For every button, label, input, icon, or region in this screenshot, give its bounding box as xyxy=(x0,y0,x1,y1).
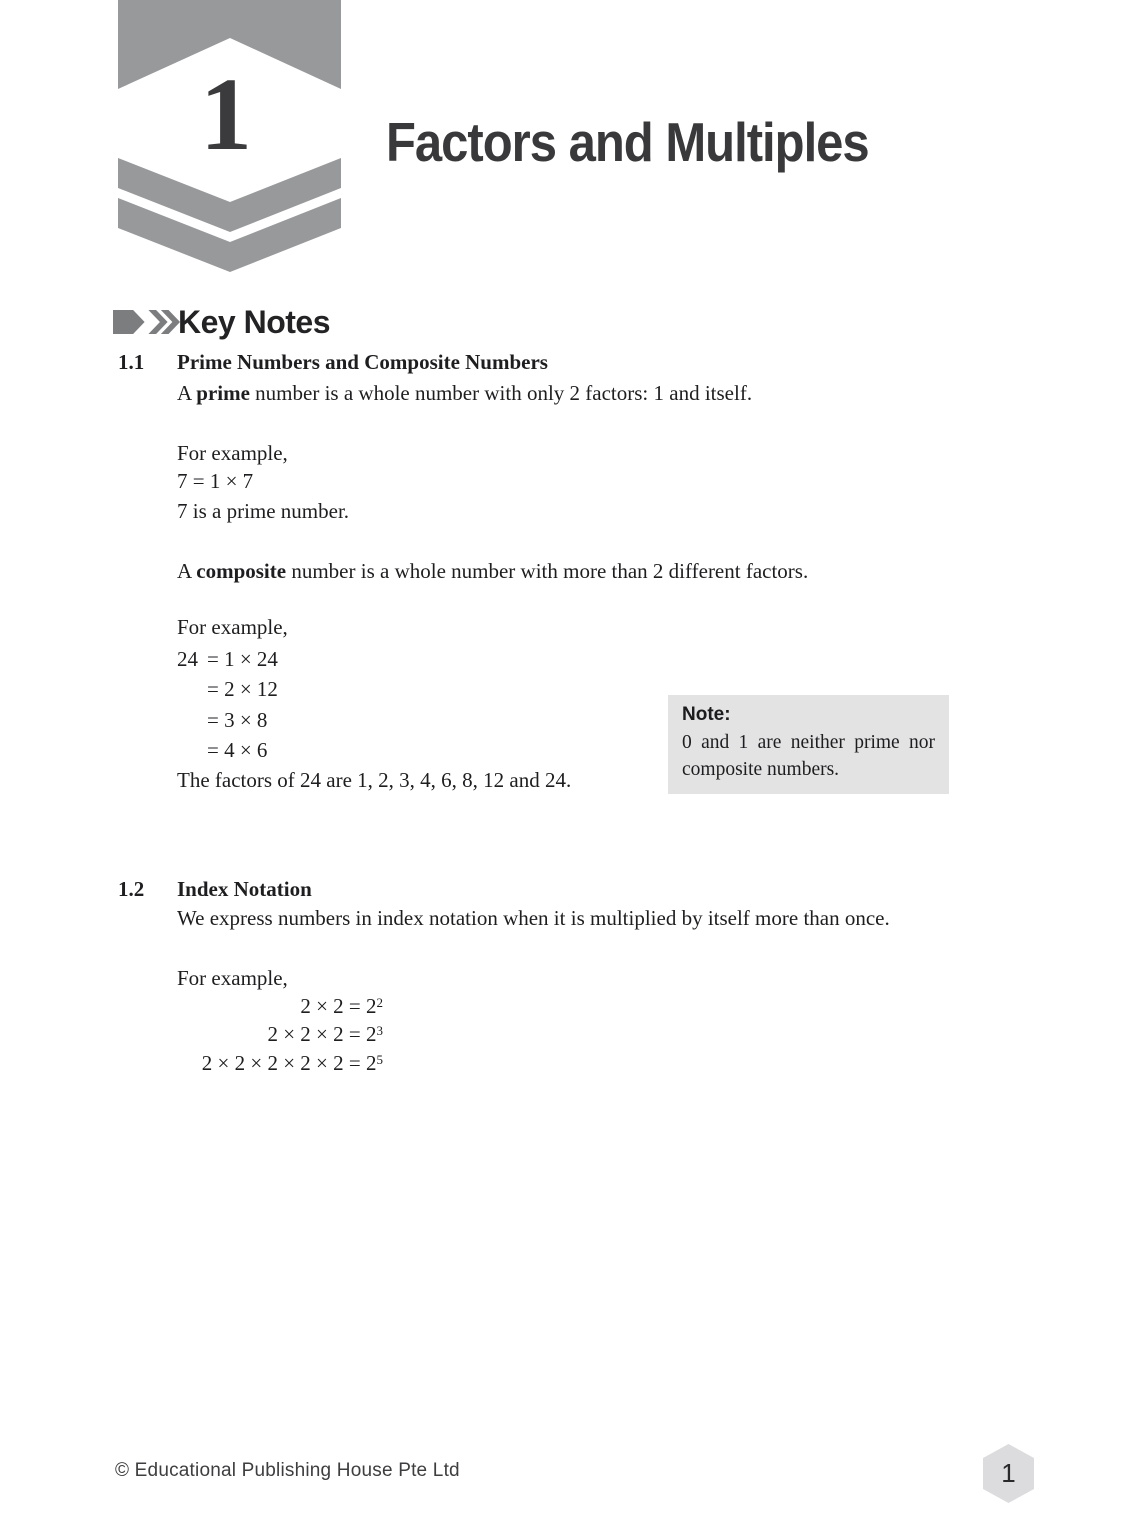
example1-lead: For example, xyxy=(177,441,288,465)
chapter-number: 1 xyxy=(200,56,252,172)
chapter-title: Factors and Multiples xyxy=(386,112,869,174)
section-1-2-heading: Index Notation xyxy=(177,877,312,901)
key-notes-heading: Key Notes xyxy=(178,304,330,340)
note-box xyxy=(668,695,949,794)
composite-term: composite xyxy=(196,559,287,583)
page-number: 1 xyxy=(1001,1458,1016,1488)
factor-equation-row: = 4 × 6 xyxy=(207,738,268,762)
composite-definition: A composite number is a whole number with more than 2 different factors. xyxy=(177,559,809,583)
exponent: 2 xyxy=(376,995,383,1010)
factor-equation-row: = 2 × 12 xyxy=(207,677,278,701)
copyright-text: © Educational Publishing House Pte Ltd xyxy=(115,1460,460,1481)
index-equation-row: $2 \times 2 = 2^2$ xyxy=(300,994,383,1018)
section-1-1-number: 1.1 xyxy=(118,350,145,374)
prime-term: prime xyxy=(196,381,250,405)
prime-definition: A prime number is a whole number with only 2 factors: 1 and itself. xyxy=(177,381,753,405)
example1-equation: 7 = 1 × 7 xyxy=(177,469,254,493)
example1-conclusion: 7 is a prime number. xyxy=(177,499,350,523)
index-notation-body: We express numbers in index notation when it is multiplied by itself more than once. xyxy=(177,906,890,930)
example3-lead: For example, xyxy=(177,966,288,990)
factors-conclusion: The factors of 24 are 1, 2, 3, 4, 6, 8, 12 and 24. xyxy=(177,768,572,792)
exponent: 3 xyxy=(376,1023,383,1038)
example2-lead: For example, xyxy=(177,615,288,639)
factor-equation-row: = 3 × 8 xyxy=(207,708,268,732)
index-equation-row: $2 \times 2 \times 2 = 2^3$ xyxy=(267,1022,383,1046)
section-1-2-number: 1.2 xyxy=(118,877,145,901)
exponent: 5 xyxy=(376,1052,383,1067)
section-1-1-heading: Prime Numbers and Composite Numbers xyxy=(177,350,548,374)
index-equation-row: $2 \times 2 \times 2 \times 2 \times 2 = 2^5$ xyxy=(201,1051,383,1075)
factor-equation-row: 24 = 1 × 24 xyxy=(177,647,278,671)
note-text: 0 and 1 are neither prime nor composite numbers. xyxy=(682,731,935,780)
note-label: Note: xyxy=(682,704,731,725)
key-notes-arrow-icon xyxy=(113,309,181,335)
